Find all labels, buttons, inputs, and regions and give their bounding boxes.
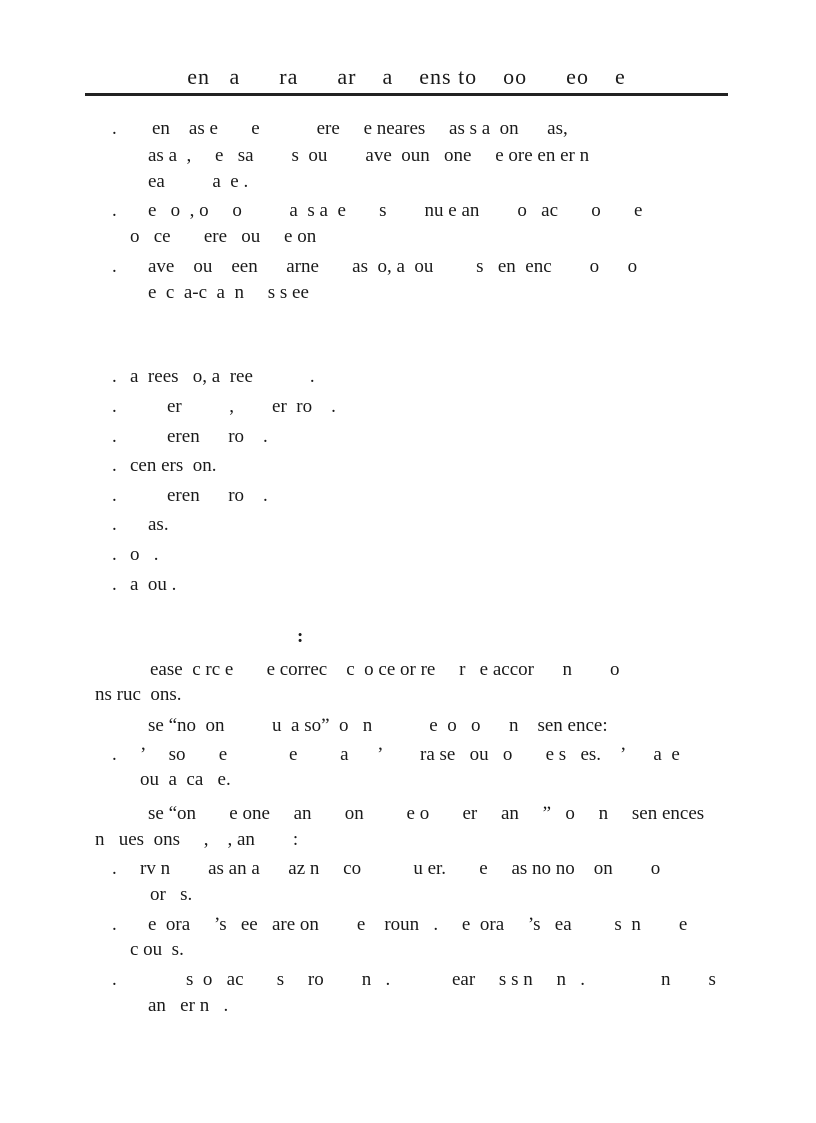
word-1-number: . (112, 366, 117, 387)
passage-1-line-3: ea a e . (148, 171, 249, 192)
passage-2-line-2: o ce ere ou e on (130, 226, 317, 247)
task-b-item-3: s o ac s ro n . ear s s n n . n s (186, 969, 716, 990)
task-b-item-2-cont: c ou s. (130, 939, 184, 960)
section-heading: : (297, 626, 304, 647)
word-8-number: . (112, 574, 117, 595)
task-a-item-cont: ou a ca e. (140, 769, 231, 790)
passage-1-line-1: en as e e ere e neares as s a on as, (152, 118, 568, 139)
task-a-item: ’ so e e a ’ ra se ou o e s es. ’ a e (140, 744, 680, 765)
word-3-number: . (112, 426, 117, 447)
word-8: a ou . (130, 574, 177, 595)
word-3: eren ro . (167, 426, 268, 447)
word-2: er , er ro . (167, 396, 336, 417)
instruction-line-2: ns ruc ons. (95, 684, 182, 705)
task-b-item-3-cont: an er n . (148, 995, 229, 1016)
word-4: cen ers on. (130, 455, 217, 476)
task-b-item-2: e ora ’s ee are on e roun . e ora ’s ea s n e (148, 914, 688, 935)
page-title: en a ra ar a ens to oo eo e (187, 64, 626, 89)
task-b-item-1: rv n as an a az n co u er. e as no no on o (140, 858, 661, 879)
word-1: a rees o, a ree . (130, 366, 315, 387)
word-5: eren ro . (167, 485, 268, 506)
word-5-number: . (112, 485, 117, 506)
task-b-item-2-number: . (112, 914, 117, 935)
word-2-number: . (112, 396, 117, 417)
passage-1-number: . (112, 118, 117, 139)
passage-2-number: . (112, 200, 117, 221)
passage-1-line-2: as a , e sa s ou ave oun one e ore en er n (148, 145, 590, 166)
task-b-item-1-cont: or s. (150, 884, 193, 905)
word-6-number: . (112, 514, 117, 535)
task-b-instruction: se “on e one an on e o er an ” o n sen ences (148, 803, 705, 824)
task-b-instruction-cont: n ues ons , , an : (95, 829, 299, 850)
task-a-instruction: se “no on u a so” o n e o o n sen ence: (148, 715, 608, 736)
task-b-item-1-number: . (112, 858, 117, 879)
word-7-number: . (112, 544, 117, 565)
passage-3-line-2: e c a-c a n s s ee (148, 282, 309, 303)
passage-3-line-1: ave ou een arne as o, a ou s en enc o o (148, 256, 638, 277)
task-b-item-3-number: . (112, 969, 117, 990)
instruction-line-1: ease c rc e e correc c o ce or re r e accor n o (150, 659, 620, 680)
word-7: o . (130, 544, 159, 565)
title-rule (85, 93, 728, 96)
word-4-number: . (112, 455, 117, 476)
task-a-item-number: . (112, 744, 117, 765)
word-6: as. (148, 514, 169, 535)
passage-2-line-1: e o , o o a s a e s nu e an o ac o e (148, 200, 643, 221)
passage-3-number: . (112, 256, 117, 277)
